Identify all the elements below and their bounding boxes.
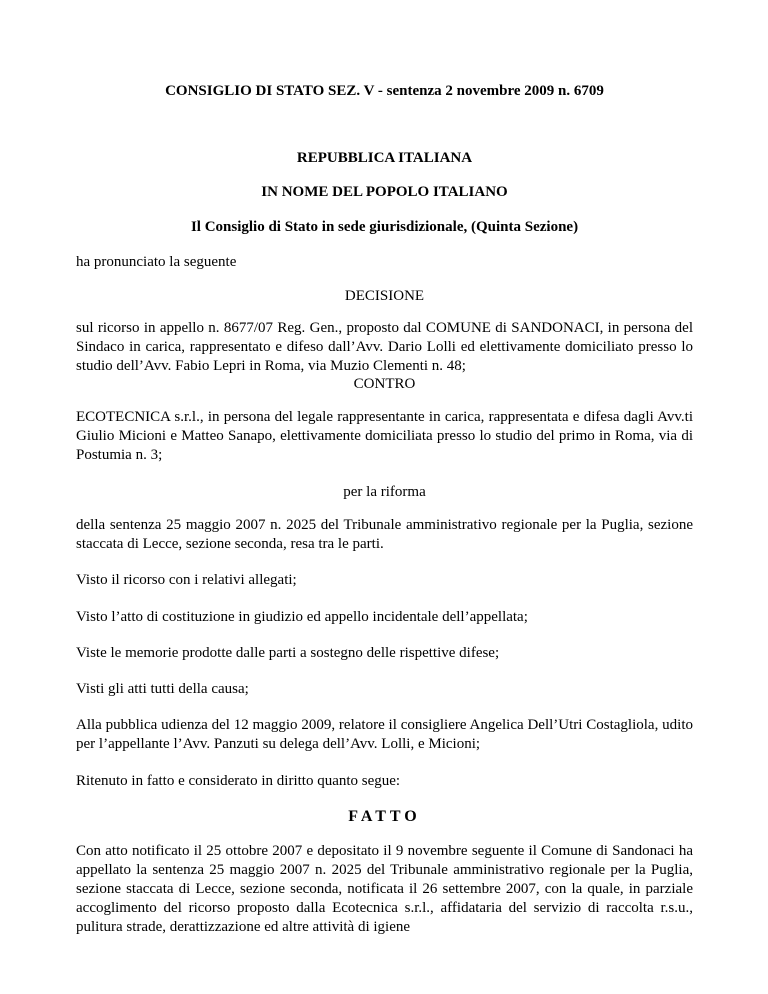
intro-line: ha pronunciato la seguente	[76, 254, 237, 270]
fatto-heading: FATTO	[348, 808, 421, 825]
court-heading: Il Consiglio di Stato in sede giurisdizionale, (Quinta Sezione)	[190, 219, 579, 235]
udienza-paragraph: Alla pubblica udienza del 12 maggio 2009, relatore il consigliere Angelica Dell’Utri Costagliola, udito per l’appellante l’Avv. Panzuti su delega dell’Avv. Lolli, e Micioni;	[76, 717, 693, 752]
visto-atto-line: Visto l’atto di costituzione in giudizio ed appello incidentale dell’appellata;	[76, 609, 528, 625]
visti-atti-line: Visti gli atti tutti della causa;	[76, 681, 249, 697]
republic-heading: REPUBBLICA ITALIANA	[296, 150, 473, 166]
sentenza-paragraph: della sentenza 25 maggio 2007 n. 2025 del Tribunale amministrativo regionale per la Puglia, sezione staccata di Lecce, sezione seconda, resa tra le parti.	[76, 517, 693, 552]
contro-heading: CONTRO	[353, 376, 416, 392]
visto-ricorso-line: Visto il ricorso con i relativi allegati;	[76, 572, 297, 588]
ecotecnica-paragraph: ECOTECNICA s.r.l., in persona del legale rappresentante in carica, rappresentata e difesa dagli Avv.ti Giulio Micioni e Matteo Sanapo, elettivamente domiciliata presso lo studio del primo in Roma, via di Postumia n. 3;	[76, 409, 693, 463]
ritenuto-line: Ritenuto in fatto e considerato in diritto quanto segue:	[76, 773, 401, 789]
in-nome-heading: IN NOME DEL POPOLO ITALIANO	[261, 184, 508, 200]
viste-memorie-line: Viste le memorie prodotte dalle parti a sostegno delle rispettive difese;	[76, 645, 500, 661]
per-la-riforma-heading: per la riforma	[343, 484, 426, 500]
ricorso-paragraph: sul ricorso in appello n. 8677/07 Reg. Gen., proposto dal COMUNE di SANDONACI, in persona del Sindaco in carica, rappresentato e difeso dall’Avv. Dario Lolli ed elettivamente domiciliato presso lo studio dell’Avv. Fabio Lepri in Roma, via Muzio Clementi n. 48;	[76, 320, 693, 374]
document-title: CONSIGLIO DI STATO SEZ. V - sentenza 2 novembre 2009 n. 6709	[165, 83, 604, 99]
decisione-heading: DECISIONE	[344, 288, 425, 304]
fatto-paragraph: Con atto notificato il 25 ottobre 2007 e depositato il 9 novembre seguente il Comune di Sandonaci ha appellato la sentenza 25 maggio 2007 n. 2025 del Tribunale amministrativo regionale per la Puglia, sezione staccata di Lecce, sezione seconda, notificata il 26 settembre 2007, con la quale, in parziale accoglimento del ricorso proposto dalla Ecotecnica s.r.l., affidataria del servizio di raccolta r.s.u., pulitura strade, derattizzazione ed altre attività di igiene	[76, 843, 693, 935]
